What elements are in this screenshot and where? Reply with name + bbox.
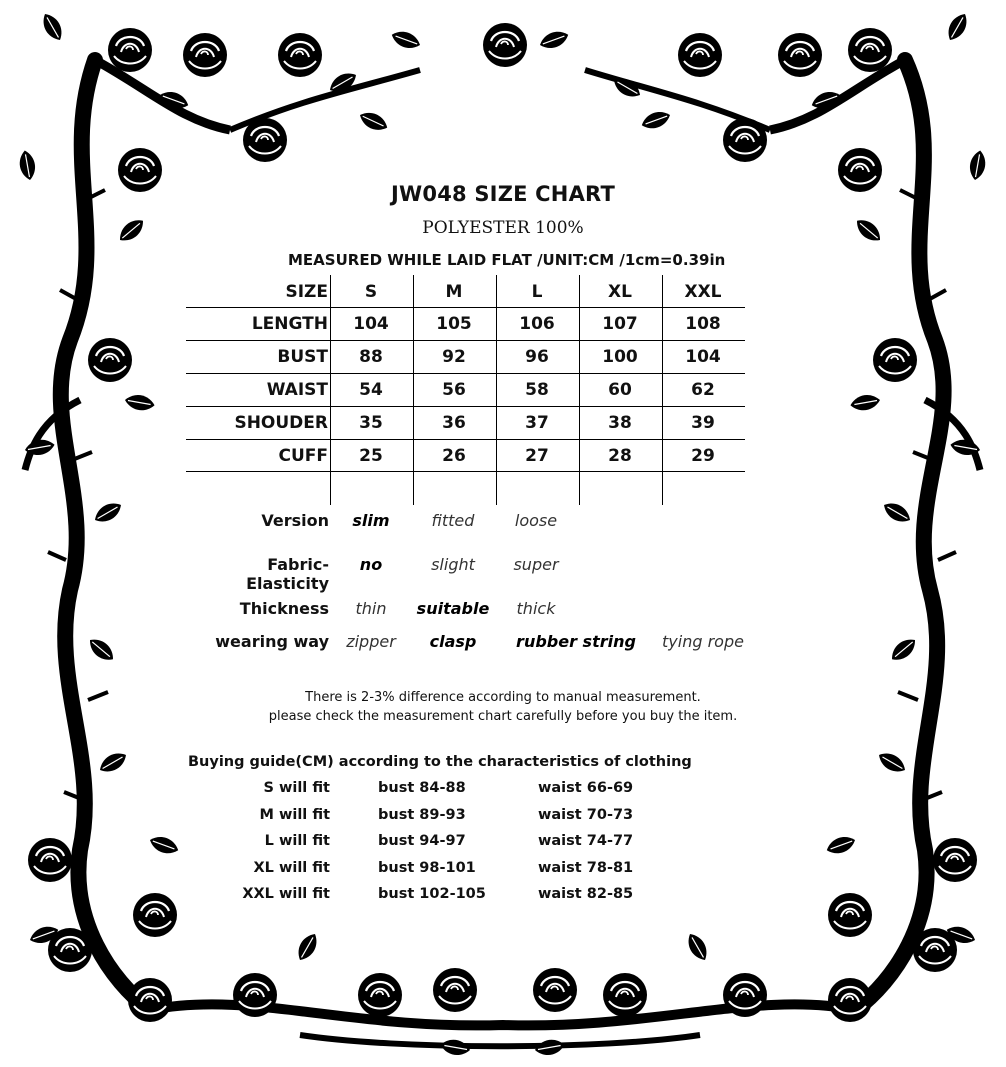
attribute-option: zipper [346, 632, 396, 651]
table-cell: 62 [691, 380, 715, 400]
size-header: M [445, 282, 463, 302]
table-cell: 107 [602, 314, 638, 334]
attribute-label: Version [261, 511, 329, 530]
guide-bust: bust 94-97 [378, 833, 466, 849]
attribute-label: Thickness [239, 599, 329, 618]
table-cell: 38 [608, 413, 632, 433]
guide-size: M will fit [259, 807, 330, 823]
table-row [186, 374, 746, 407]
material-label: POLYESTER 100% [422, 218, 584, 238]
table-cell: 105 [436, 314, 472, 334]
guide-bust: bust 89-93 [378, 807, 466, 823]
page-title: JW048 SIZE CHART [391, 182, 615, 206]
row-label: SHOUDER [234, 413, 328, 433]
guide-size: L will fit [264, 833, 330, 849]
attribute-option: rubber string [516, 632, 636, 651]
row-label: LENGTH [251, 314, 328, 334]
attribute-option: clasp [429, 632, 477, 651]
table-corner-label: SIZE [285, 282, 328, 302]
attribute-option: thick [516, 599, 556, 618]
table-cell: 96 [525, 347, 549, 367]
table-cell: 29 [691, 446, 715, 466]
guide-waist: waist 78-81 [538, 860, 634, 876]
table-cell: 58 [525, 380, 549, 400]
guide-size: XXL will fit [242, 886, 330, 902]
attribute-option: slim [352, 511, 390, 530]
table-cell: 54 [359, 380, 383, 400]
table-cell: 36 [442, 413, 466, 433]
attribute-row-thickness [186, 599, 786, 625]
table-cell: 27 [525, 446, 549, 466]
table-cell: 56 [442, 380, 466, 400]
table-cell: 25 [359, 446, 383, 466]
guide-waist: waist 82-85 [538, 886, 634, 902]
row-label: WAIST [266, 380, 328, 400]
size-table [186, 275, 746, 473]
table-row [186, 308, 746, 341]
guide-bust: bust 102-105 [378, 886, 486, 902]
attribute-row-version [186, 511, 786, 537]
guide-waist: waist 70-73 [538, 807, 634, 823]
table-cell: 92 [442, 347, 466, 367]
table-row [186, 407, 746, 440]
size-header: XXL [684, 282, 722, 302]
table-cell: 28 [608, 446, 632, 466]
table-cell: 108 [685, 314, 721, 334]
attribute-row-elasticity [186, 555, 786, 593]
attribute-option: tying rope [662, 632, 744, 651]
attribute-option: super [513, 555, 559, 574]
table-cell: 88 [359, 347, 383, 367]
table-cell: 35 [359, 413, 383, 433]
attribute-option: slight [431, 555, 475, 574]
table-cell: 106 [519, 314, 555, 334]
row-label: BUST [277, 347, 328, 367]
measurement-disclaimer: There is 2-3% difference according to manual measurement. [305, 690, 701, 705]
guide-bust: bust 84-88 [378, 780, 466, 796]
attribute-row-wearing-way [186, 632, 786, 658]
size-header: XL [608, 282, 632, 302]
size-header: L [531, 282, 543, 302]
guide-size: S will fit [263, 780, 330, 796]
row-label: CUFF [278, 446, 328, 466]
guide-bust: bust 98-101 [378, 860, 476, 876]
table-header-row [186, 275, 746, 308]
size-header: S [364, 282, 378, 302]
attribute-option: suitable [416, 599, 490, 618]
attribute-label: wearing way [215, 632, 329, 651]
table-cell: 26 [442, 446, 466, 466]
table-row [186, 341, 746, 374]
attribute-option: thin [355, 599, 387, 618]
measurement-disclaimer: please check the measurement chart carefully before you buy the item. [268, 709, 738, 724]
guide-waist: waist 74-77 [538, 833, 634, 849]
measurement-note: MEASURED WHILE LAID FLAT /UNIT:CM /1cm=0.39in [288, 251, 726, 269]
table-cell: 60 [608, 380, 632, 400]
attribute-option: fitted [431, 511, 475, 530]
guide-waist: waist 66-69 [538, 780, 634, 796]
buying-guide-heading: Buying guide(CM) according to the characteristics of clothing [188, 754, 692, 770]
attribute-label: Fabric-Elasticity [246, 555, 329, 593]
table-cell: 37 [525, 413, 549, 433]
table-cell: 39 [691, 413, 715, 433]
table-cell: 104 [353, 314, 389, 334]
attribute-option: loose [514, 511, 558, 530]
table-row [186, 440, 746, 473]
table-cell: 104 [685, 347, 721, 367]
table-cell: 100 [602, 347, 638, 367]
guide-size: XL will fit [253, 860, 330, 876]
attribute-option: no [359, 555, 383, 574]
